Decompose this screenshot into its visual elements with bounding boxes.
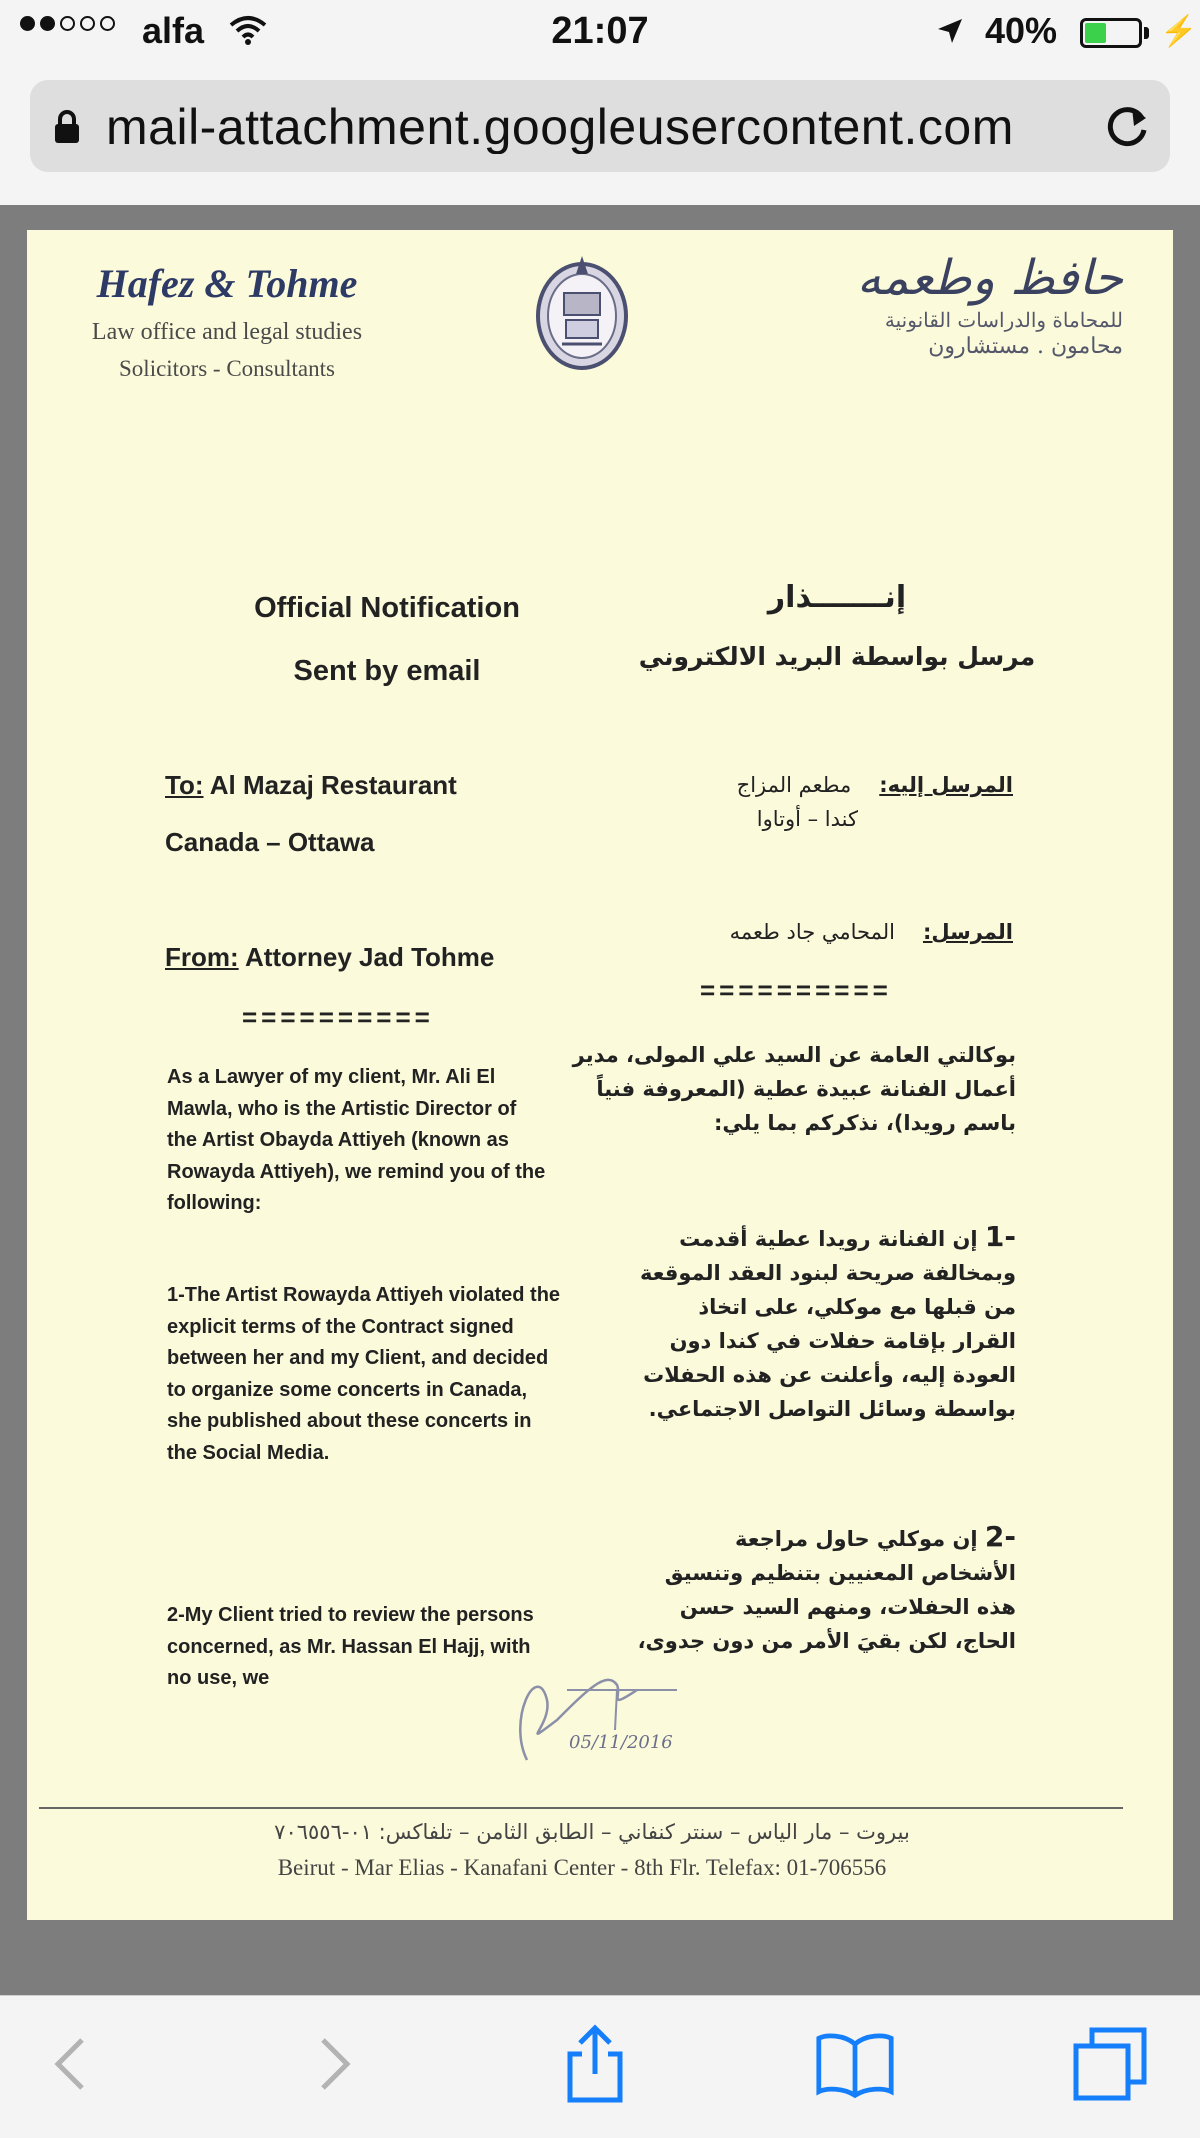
recipient-arabic: [737, 768, 1013, 836]
firm-name: Hafez & Tohme: [96, 261, 358, 306]
bookmarks-button[interactable]: [815, 2024, 895, 2104]
url-text[interactable]: mail-attachment.googleusercontent.com: [106, 99, 1014, 154]
carrier-name: alfa: [142, 10, 205, 51]
from-label-arabic: المرسل:: [922, 920, 1013, 944]
tabs-icon: [1070, 2024, 1150, 2104]
letterhead-arabic: [857, 250, 1123, 359]
recipient-location: Canada – Ottawa: [165, 827, 375, 857]
reload-icon[interactable]: [1098, 96, 1158, 156]
notice-title: Official Notification: [254, 592, 520, 624]
separator-english: ==========: [242, 1002, 434, 1032]
footer-address-arabic: بيروت – مار الياس – سنتر كنفاني – الطابق الثامن – تلفاكس: ٠١-٧٠٦٥٥٦: [274, 1820, 910, 1844]
sender-line: [165, 942, 494, 973]
status-bar: [0, 0, 1200, 70]
to-label-arabic: المرسل إليه:: [879, 773, 1013, 797]
battery-tip: [1144, 27, 1149, 39]
location-arrow-icon: [935, 16, 965, 46]
tabs-button[interactable]: [1070, 2024, 1150, 2104]
clock: 21:07: [551, 10, 649, 52]
intro-paragraph-arabic: بوكالتي العامة عن السيد علي المولى، مدير أعمال الفنانة عبيدة عطية (المعروفة فنياً باسم رويدا)، نذكركم بما يلي:: [572, 1043, 1016, 1135]
firm-tagline: Solicitors - Consultants: [119, 356, 335, 381]
clause-1-arabic: [636, 1220, 1016, 1426]
firm-subtitle: Law office and legal studies: [91, 319, 363, 345]
from-label: From:: [165, 942, 239, 972]
intro-paragraph: As a Lawyer of my client, Mr. Ali El Mawla, who is the Artistic Director of the Artist Obayda Attiyeh (known as Rowayda Attiyeh), we remind you of the following:: [167, 1066, 546, 1214]
bar-association-emblem-icon: [532, 248, 632, 373]
footer-address: Beirut - Mar Elias - Kanafani Center - 8th Flr. Telefax: 01-706556: [277, 1855, 887, 1880]
back-button[interactable]: [30, 2024, 110, 2104]
signature-date: 05/11/2016: [569, 1732, 673, 1753]
back-icon: [50, 2034, 90, 2094]
notice-subtitle: Sent by email: [293, 655, 481, 687]
browser-toolbar: [0, 1995, 1200, 2138]
firm-tagline-arabic: محامون . مستشارون: [928, 334, 1123, 359]
battery-percentage: 40%: [985, 10, 1058, 51]
sender-name-arabic: المحامي جاد طعمه: [729, 920, 895, 944]
clause-1-text-arabic: إن الفنانة رويدا عطية أقدمت وبمخالفة صريحة لبنود العقد الموقعة من قبلها مع موكلي، على اتخاذ القرار بإقامة حفلات في كندا دون العودة إليه، وأعلنت عن هذه الحفلات بواسطة وسائل التواصل الاجتماعي.: [640, 1227, 1016, 1421]
notice-subtitle-arabic: مرسل بواسطة البريد الالكتروني: [638, 642, 1036, 671]
share-icon: [560, 2024, 630, 2104]
sender-name: Attorney Jad Tohme: [244, 942, 495, 972]
clause-1-number: -1: [984, 1220, 1016, 1253]
attachment-viewer[interactable]: [0, 205, 1200, 1995]
battery-icon: [1080, 18, 1142, 48]
letterhead-english: [67, 260, 387, 382]
firm-name-arabic: حافظ وطعمه: [856, 250, 1123, 306]
clause-1: 1-The Artist Rowayda Attiyeh violated the explicit terms of the Contract signed between her and my Client, and decided to organize some concerts in Canada, she published about these concerts in the Social Media.: [167, 1284, 561, 1464]
recipient-location-arabic: كندا – أوتاوا: [756, 807, 858, 831]
bookmarks-icon: [815, 2029, 895, 2099]
to-label: To:: [165, 770, 204, 800]
lock-icon: [54, 110, 80, 144]
footer-divider: [39, 1807, 1123, 1809]
wifi-icon: [228, 14, 268, 46]
letter-page: [27, 230, 1173, 1920]
sender-arabic: [730, 920, 1013, 944]
recipient-name: Al Mazaj Restaurant: [209, 770, 457, 800]
recipient-name-arabic: مطعم المزاج: [736, 773, 852, 797]
recipient-line: [165, 770, 457, 801]
browser-chrome: [0, 70, 1200, 205]
clause-2-number: -2: [984, 1520, 1016, 1553]
separator-arabic: ==========: [700, 975, 892, 1005]
signal-strength-icon: [20, 16, 115, 31]
share-button[interactable]: [555, 2024, 635, 2104]
firm-subtitle-arabic: للمحاماة والدراسات القانونية: [884, 308, 1123, 332]
forward-button[interactable]: [295, 2024, 375, 2104]
charging-icon: ⚡: [1160, 15, 1198, 48]
forward-icon: [315, 2034, 355, 2094]
address-bar[interactable]: [30, 80, 1170, 172]
notice-title-arabic: إنـــــــذار: [767, 580, 907, 615]
clause-2-text-arabic: إن موكلي حاول مراجعة الأشخاص المعنيين بتنظيم وتنسيق هذه الحفلات، ومنهم السيد حسن الحاج، لكن بقيَ الأمر من دون جدوى،: [637, 1527, 1016, 1653]
clause-2: 2-My Client tried to review the persons concerned, as Mr. Hassan El Hajj, with no use, we: [167, 1604, 534, 1689]
handwritten-signature: [497, 1630, 697, 1780]
